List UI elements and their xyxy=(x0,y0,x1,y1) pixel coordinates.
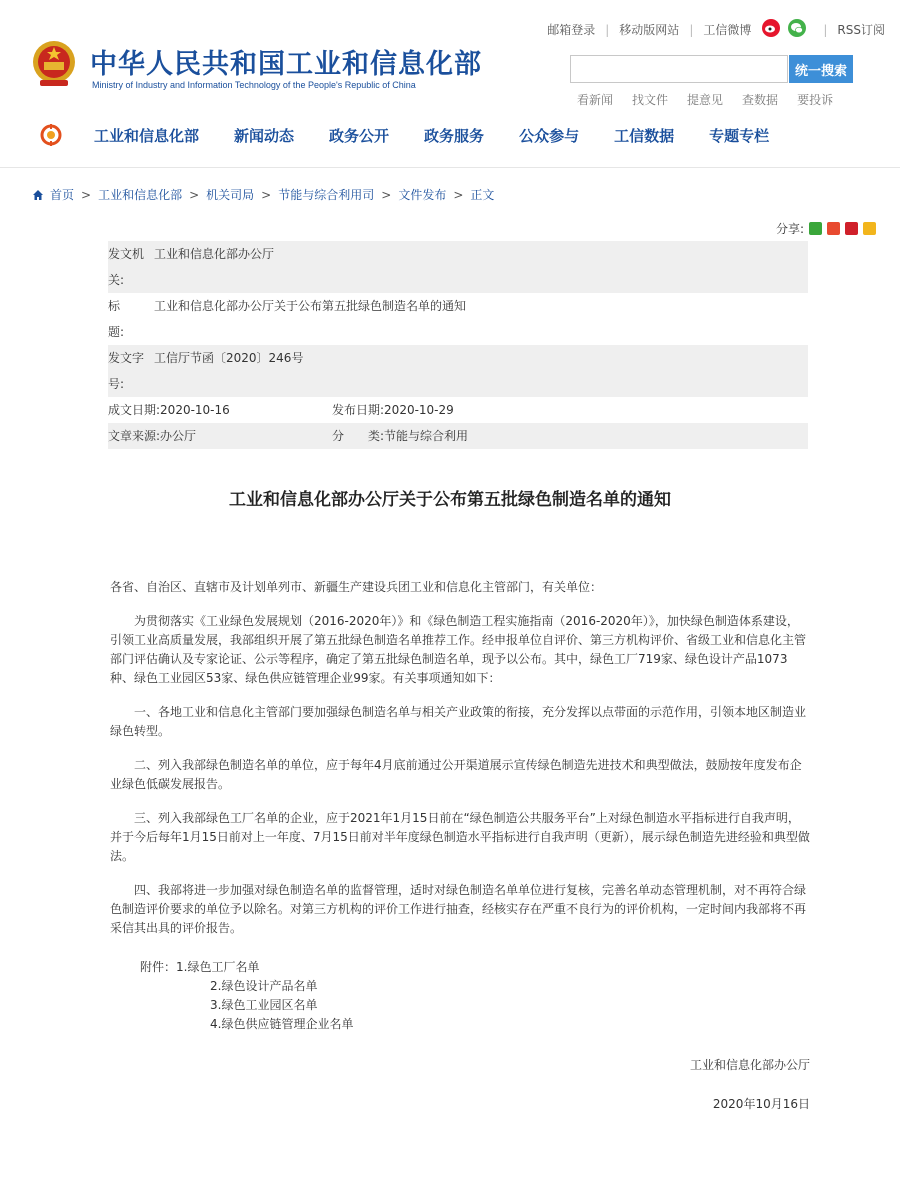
mail-login-link[interactable]: 邮箱登录 xyxy=(547,23,596,37)
meta-source-label: 文章来源: xyxy=(108,429,161,443)
attachment-link[interactable]: 2.绿色设计产品名单 xyxy=(210,979,318,993)
attachment-link[interactable]: 1.绿色工厂名单 xyxy=(176,960,260,974)
national-emblem-icon xyxy=(30,38,78,90)
article-paragraph: 二、列入我部绿色制造名单的单位，应于每年4月底前通过公开渠道展示宣传绿色制造先进技术和典型做法，鼓励按年度发布企业绿色低碳发展报告。 xyxy=(110,758,802,791)
share-print-icon[interactable] xyxy=(863,222,876,235)
article-paragraph: 四、我部将进一步加强对绿色制造名单的监督管理，适时对绿色制造名单单位进行复核，完善名单动态管理机制，对不再符合绿色制造评价要求的单位予以除名。对第三方机构的评价工作进行抽查，经核实存在严重不良行为的评价机构，一定时间内我部将不再采信其出具的评价报告。 xyxy=(110,883,807,935)
meta-published-label: 发布日期: xyxy=(332,403,385,417)
document-meta-table xyxy=(108,241,808,449)
share-label: 分享: xyxy=(775,222,804,236)
meta-docno-label: 发文字号: xyxy=(108,351,145,391)
nav-item-ministry[interactable]: 工业和信息化部 xyxy=(94,126,200,145)
search-input[interactable] xyxy=(570,55,788,83)
nav-item-topics[interactable]: 专题专栏 xyxy=(709,126,770,145)
quick-link-feedback[interactable]: 提意见 xyxy=(687,93,724,107)
breadcrumb-current: 正文 xyxy=(470,188,495,202)
nav-item-gov-affairs[interactable]: 政务公开 xyxy=(329,126,390,145)
quick-links xyxy=(577,91,852,108)
breadcrumb-ministry[interactable]: 工业和信息化部 xyxy=(98,188,183,202)
top-links: 邮箱登录 | 移动版网站 | 工信微博 | RSS订阅 xyxy=(547,18,885,41)
share-wechat-icon[interactable] xyxy=(809,222,822,235)
main-nav xyxy=(40,124,804,146)
meta-created-value: 2020-10-16 xyxy=(160,403,230,417)
meta-title-value: 工业和信息化部办公厅关于公布第五批绿色制造名单的通知 xyxy=(154,299,467,313)
weibo-link[interactable]: 工信微博 xyxy=(703,23,752,37)
share-weibo-icon[interactable] xyxy=(827,222,840,235)
mobile-site-link[interactable]: 移动版网站 xyxy=(619,23,680,37)
breadcrumb-energy-dept[interactable]: 节能与综合利用司 xyxy=(278,188,375,202)
wechat-icon[interactable] xyxy=(787,18,807,41)
article-body xyxy=(110,578,810,1114)
nav-item-data[interactable]: 工信数据 xyxy=(614,126,675,145)
nav-item-news[interactable]: 新闻动态 xyxy=(234,126,295,145)
meta-issuer-label: 发文机关: xyxy=(108,247,145,287)
article-title: 工业和信息化部办公厅关于公布第五批绿色制造名单的通知 xyxy=(229,490,671,510)
weibo-icon[interactable] xyxy=(761,18,781,41)
article-salutation: 各省、自治区、直辖市及计划单列市、新疆生产建设兵团工业和信息化主管部门，有关单位： xyxy=(110,580,603,594)
meta-created-label: 成文日期: xyxy=(108,403,161,417)
breadcrumb: 首页 > 工业和信息化部 > 机关司局 > 节能与综合利用司 > 文件发布 > 正文 xyxy=(32,186,494,203)
breadcrumb-departments[interactable]: 机关司局 xyxy=(206,188,255,202)
quick-link-files[interactable]: 找文件 xyxy=(632,93,669,107)
meta-docno-value: 工信厅节函〔2020〕246号 xyxy=(154,351,304,365)
attachment-link[interactable]: 4.绿色供应链管理企业名单 xyxy=(210,1017,354,1031)
breadcrumb-home[interactable]: 首页 xyxy=(50,188,75,202)
share-pdf-icon[interactable] xyxy=(845,222,858,235)
meta-source-value: 办公厅 xyxy=(160,429,197,443)
nav-item-gov-services[interactable]: 政务服务 xyxy=(424,126,485,145)
attachments-list xyxy=(110,958,810,1034)
quick-link-news[interactable]: 看新闻 xyxy=(577,93,614,107)
home-icon xyxy=(32,189,44,201)
article-signature: 工业和信息化部办公厅 xyxy=(689,1058,810,1072)
rss-link[interactable]: RSS订阅 xyxy=(837,23,885,37)
article-date: 2020年10月16日 xyxy=(712,1097,810,1111)
ministry-logo-icon[interactable] xyxy=(40,124,62,146)
meta-category-value: 节能与综合利用 xyxy=(384,429,469,443)
meta-title-label: 标 题: xyxy=(108,299,145,339)
quick-link-data[interactable]: 查数据 xyxy=(742,93,779,107)
meta-category-label: 分 类: xyxy=(332,429,385,443)
attachment-link[interactable]: 3.绿色工业园区名单 xyxy=(210,998,318,1012)
search-button[interactable]: 统一搜索 xyxy=(789,55,853,83)
site-title[interactable]: 中华人民共和国工业和信息化部 xyxy=(90,49,482,80)
nav-item-public-participation[interactable]: 公众参与 xyxy=(519,126,580,145)
attachments-label: 附件： xyxy=(140,960,177,974)
meta-published-value: 2020-10-29 xyxy=(384,403,454,417)
article-paragraph: 三、列入我部绿色工厂名单的企业，应于2021年1月15日前在“绿色制造公共服务平台”上对绿色制造水平指标进行自我声明，并于今后每年1月15日前对上一年度、7月15日前对半年度绿色制造水平指标进行自我声明（更新），展示绿色制造先进经验和典型做法。 xyxy=(110,811,810,863)
breadcrumb-file-release[interactable]: 文件发布 xyxy=(398,188,447,202)
site-header xyxy=(0,0,900,168)
article-paragraph: 一、各地工业和信息化主管部门要加强绿色制造名单与相关产业政策的衔接，充分发挥以点带面的示范作用，引领本地区制造业绿色转型。 xyxy=(110,705,807,738)
article-paragraph: 为贯彻落实《工业绿色发展规划（2016-2020年）》和《绿色制造工程实施指南（2016-2020年）》，加快绿色制造体系建设，引领工业高质量发展，我部组织开展了第五批绿色制造名单推荐工作。经申报单位自评价、第三方机构评价、省级工业和信息化主管部门评估确认及专家论证、公示等程序，确定了第五批绿色制造名单，现予以公布。其中，绿色工厂719家、绿色设计产品1073种、绿色工业园区53家、绿色供应链管理企业99家。有关事项通知如下： xyxy=(110,614,807,685)
site-subtitle: Ministry of Industry and Information Technology of the People's Republic of China xyxy=(92,80,416,90)
share-bar xyxy=(776,220,876,237)
meta-issuer-value: 工业和信息化部办公厅 xyxy=(154,247,275,261)
quick-link-complaint[interactable]: 要投诉 xyxy=(797,93,834,107)
